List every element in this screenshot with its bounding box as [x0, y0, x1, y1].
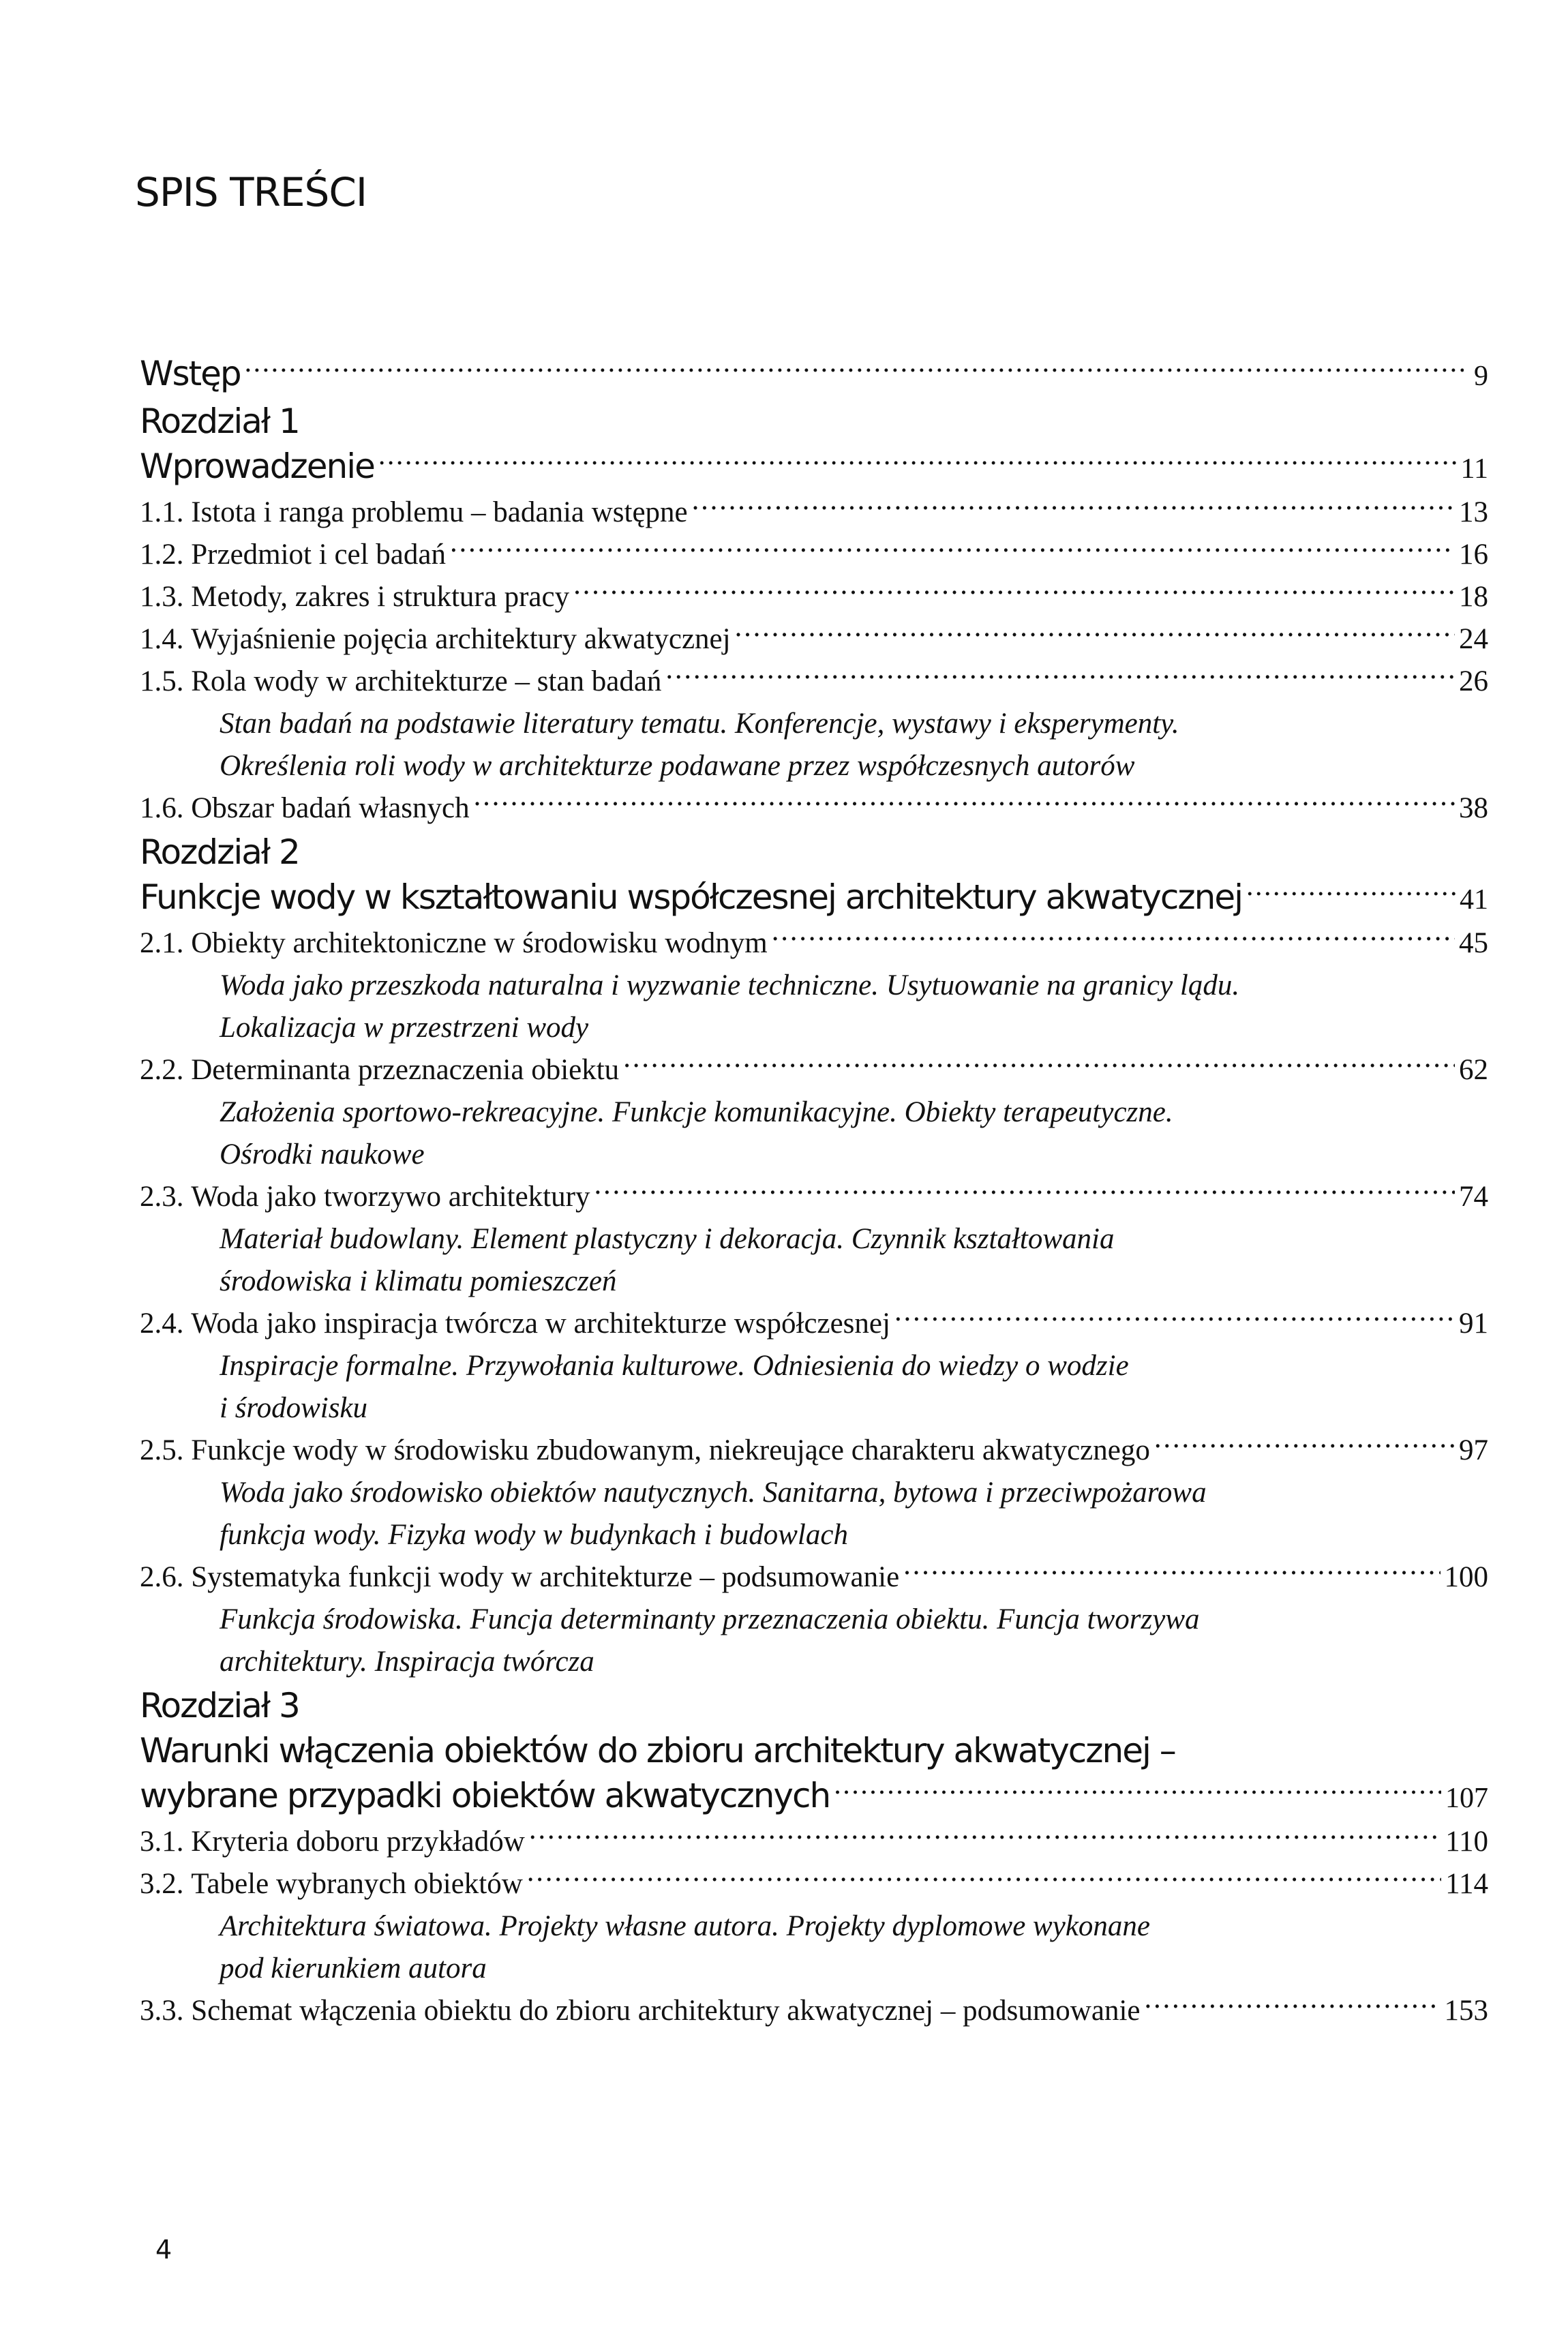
dot-leader [665, 661, 1455, 691]
page-number: 26 [1459, 665, 1488, 697]
page-number: 100 [1444, 1561, 1488, 1593]
page-number-footer: 4 [155, 2235, 172, 2265]
page-number: 62 [1459, 1054, 1488, 1086]
section-description: Ośrodki naukowe [220, 1138, 425, 1170]
toc-entry-1-5[interactable] [140, 661, 1488, 703]
toc-entry-3-3[interactable] [140, 1990, 1488, 2032]
toc-entry-2-6[interactable] [140, 1556, 1488, 1599]
entry-title: Obszar badań własnych [191, 792, 470, 824]
section-number: 2.4. [140, 1308, 184, 1340]
toc-entry-1-4[interactable] [140, 618, 1488, 661]
dot-leader [772, 923, 1455, 952]
toc-entry-2-2[interactable] [140, 1049, 1488, 1091]
dot-leader [378, 449, 1457, 478]
dot-leader [1144, 1991, 1440, 2020]
section-number: 2.2. [140, 1054, 184, 1086]
dot-leader [735, 619, 1455, 648]
toc-entry-2-1[interactable] [140, 922, 1488, 965]
toc-entry-1-2[interactable] [140, 534, 1488, 576]
dot-leader [623, 1050, 1455, 1079]
section-description: Architektura światowa. Projekty własne autora. Projekty dyplomowe wykonane [220, 1910, 1150, 1942]
dot-leader [903, 1557, 1440, 1586]
toc-entry-chapter-1[interactable] [140, 444, 1488, 492]
toc-entry-3-1[interactable] [140, 1821, 1488, 1863]
dot-leader [692, 492, 1455, 522]
toc-entry-1-3[interactable] [140, 576, 1488, 618]
section-description: środowiska i klimatu pomieszczeń [220, 1265, 617, 1297]
chapter-label: Rozdział 2 [140, 832, 299, 872]
toc-entry-chapter-2[interactable] [140, 875, 1488, 922]
entry-title: Obiekty architektoniczne w środowisku wodnym [191, 927, 768, 959]
page-title: SPIS TREŚCI [135, 169, 367, 215]
table-of-contents [140, 351, 1488, 2032]
page-number: 24 [1459, 623, 1488, 655]
entry-title: Rola wody w architekturze – stan badań [191, 665, 662, 697]
chapter-label: Rozdział 1 [140, 402, 299, 441]
entry-title: Determinanta przeznaczenia obiektu [191, 1054, 620, 1086]
entry-title: Schemat włączenia obiektu do zbioru architektury akwatycznej – podsumowanie [191, 1995, 1141, 2027]
section-number: 3.3. [140, 1995, 184, 2027]
toc-entry-intro[interactable] [140, 351, 1488, 399]
dot-leader [834, 1779, 1441, 1807]
section-number: 3.1. [140, 1826, 184, 1858]
section-description: Woda jako przeszkoda naturalna i wyzwanie techniczne. Usytuowanie na granicy lądu. [220, 969, 1240, 1001]
page-number: 18 [1459, 581, 1488, 613]
section-number: 3.2. [140, 1868, 184, 1900]
section-description: Woda jako środowisko obiektów nautycznych. Sanitarna, bytowa i przeciwpożarowa [220, 1477, 1207, 1509]
entry-title: Kryteria doboru przykładów [191, 1826, 525, 1858]
section-number: 1.6. [140, 792, 184, 824]
entry-title: wybrane przypadki obiektów akwatycznych [140, 1776, 830, 1815]
toc-entry-2-5[interactable] [140, 1430, 1488, 1472]
section-description: Inspiracje formalne. Przywołania kulturowe. Odniesienia do wiedzy o wodzie [220, 1350, 1129, 1382]
entry-title: Wprowadzenie [140, 447, 374, 486]
entry-title: Systematyka funkcji wody w architekturze – podsumowanie [191, 1561, 900, 1593]
toc-entry-3-2[interactable] [140, 1863, 1488, 1905]
dot-leader [474, 788, 1455, 817]
page-number: 91 [1459, 1308, 1488, 1340]
toc-entry-2-3[interactable] [140, 1176, 1488, 1218]
dot-leader [450, 534, 1455, 564]
page-number: 74 [1459, 1181, 1488, 1213]
dot-leader [245, 357, 1464, 385]
entry-title: Funkcje wody w kształtowaniu współczesnej architektury akwatycznej [140, 877, 1242, 917]
section-number: 1.1. [140, 496, 184, 528]
section-description: Lokalizacja w przestrzeni wody [220, 1012, 589, 1044]
section-number: 2.6. [140, 1561, 184, 1593]
entry-title: Woda jako tworzywo architektury [191, 1181, 590, 1213]
page-number: 13 [1459, 496, 1488, 528]
entry-title: Funkcje wody w środowisku zbudowanym, niekreujące charakteru akwatycznego [191, 1434, 1150, 1466]
section-number: 1.5. [140, 665, 184, 697]
page-number: 97 [1459, 1434, 1488, 1466]
section-number: 1.2. [140, 539, 184, 571]
chapter-title-line: Warunki włączenia obiektów do zbioru architektury akwatycznej – [140, 1731, 1175, 1770]
page-number: 45 [1459, 927, 1488, 959]
toc-entry-1-1[interactable] [140, 492, 1488, 534]
page-number: 9 [1474, 361, 1488, 392]
dot-leader [894, 1303, 1455, 1333]
section-description: architektury. Inspiracja twórcza [220, 1646, 594, 1678]
page-number: 107 [1445, 1783, 1488, 1814]
dot-leader [1246, 880, 1456, 909]
toc-entry-2-4[interactable] [140, 1303, 1488, 1345]
section-description: i środowisku [220, 1392, 368, 1424]
section-description: Funkcja środowiska. Funcja determinanty przeznaczenia obiektu. Funcja tworzywa [220, 1603, 1200, 1635]
entry-title: Wstęp [140, 354, 241, 393]
dot-leader [1154, 1430, 1455, 1460]
entry-title: Metody, zakres i struktura pracy [191, 581, 570, 613]
section-description: Materiał budowlany. Element plastyczny i dekoracja. Czynnik kształtowania [220, 1223, 1115, 1255]
entry-title: Woda jako inspiracja twórcza w architekturze współczesnej [191, 1308, 890, 1340]
section-description: pod kierunkiem autora [220, 1952, 487, 1984]
section-description: Założenia sportowo-rekreacyjne. Funkcje komunikacyjne. Obiekty terapeutyczne. [220, 1096, 1173, 1128]
dot-leader [573, 577, 1455, 606]
section-number: 2.3. [140, 1181, 184, 1213]
page-number: 16 [1459, 539, 1488, 571]
page-number: 38 [1459, 792, 1488, 824]
section-number: 2.5. [140, 1434, 184, 1466]
section-description: Określenia roli wody w architekturze podawane przez współczesnych autorów [220, 750, 1135, 782]
entry-title: Tabele wybranych obiektów [191, 1868, 523, 1900]
section-number: 2.1. [140, 927, 184, 959]
page-number: 11 [1460, 453, 1488, 485]
toc-entry-chapter-3[interactable] [140, 1773, 1488, 1821]
dot-leader [594, 1177, 1455, 1206]
section-number: 1.3. [140, 581, 184, 613]
page-number: 41 [1460, 884, 1488, 916]
section-description: Stan badań na podstawie literatury tematu. Konferencje, wystawy i eksperymenty. [220, 708, 1179, 740]
chapter-label: Rozdział 3 [140, 1686, 299, 1725]
page-number: 110 [1445, 1826, 1488, 1858]
toc-entry-1-6[interactable] [140, 787, 1488, 830]
page-number: 153 [1444, 1995, 1488, 2027]
entry-title: Istota i ranga problemu – badania wstępne [191, 496, 688, 528]
dot-leader [527, 1864, 1441, 1893]
dot-leader [529, 1822, 1441, 1851]
section-number: 1.4. [140, 623, 184, 655]
section-description: funkcja wody. Fizyka wody w budynkach i budowlach [220, 1519, 848, 1551]
entry-title: Wyjaśnienie pojęcia architektury akwatycznej [191, 623, 731, 655]
page-number: 114 [1445, 1868, 1488, 1900]
entry-title: Przedmiot i cel badań [191, 539, 446, 571]
